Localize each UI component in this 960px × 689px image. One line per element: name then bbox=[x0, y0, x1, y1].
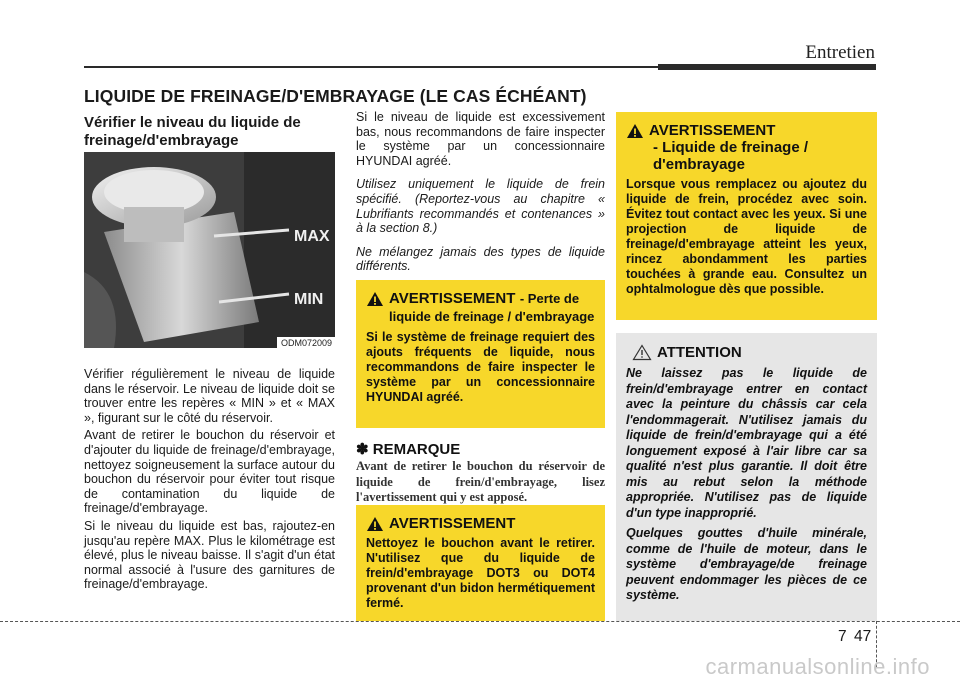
attention-paragraph: Quelques gouttes d'huile minérale, comme de l'huile de moteur, dans le système d'embrayage/de freinage peuvent endommager les pièces de ce système. bbox=[626, 526, 867, 602]
attention-title: ATTENTION bbox=[657, 343, 742, 361]
warning-box-fluid-loss bbox=[356, 280, 605, 428]
check-level-text bbox=[84, 367, 335, 595]
warning-triangle-icon bbox=[366, 516, 384, 532]
page-title: LIQUIDE DE FREINAGE/D'EMBRAYAGE (LE CAS ÉCHÉANT) bbox=[84, 86, 587, 106]
warning-title: AVERTISSEMENT bbox=[649, 122, 776, 139]
paragraph: Si le niveau du liquide est bas, rajoutez-en jusqu'au repère MAX. Plus le kilométrage est élevé, plus le niveau baisse. Il s'agit d'un état normal associé à l'usure des garnitures de freinage/d'embrayage. bbox=[84, 518, 335, 592]
reservoir-photo bbox=[84, 152, 335, 348]
paragraph: Si le niveau de liquide est excessivement bas, nous recommandons de faire inspecter le système par un concessionnaire HYUNDAI agréé. bbox=[356, 110, 605, 168]
min-label: MIN bbox=[294, 291, 324, 308]
warning-triangle-icon bbox=[626, 123, 644, 139]
header-rule-thick bbox=[658, 64, 876, 70]
section-label: Entretien bbox=[805, 42, 875, 63]
remark-body: Avant de retirer le bouchon du réservoir de liquide de frein/d'embrayage, lisez l'avertissement qui y est apposé. bbox=[356, 459, 605, 504]
paragraph: Avant de retirer le bouchon du réservoir et d'ajouter du liquide de freinage/d'embrayage, nettoyez soigneusement la surface autour du bouchon du réservoir pour éviter tout risque de contamination du liquide de freinage/d'embrayage. bbox=[84, 428, 335, 516]
warning-body: Lorsque vous remplacez ou ajoutez du liquide de frein, procédez avec soin. Évitez tout contact avec les yeux. Si une projection de liquide de freinage/d'embrayage atteint les yeux, rincez abondamment les parties touchées à grande eau. Consultez un ophtalmologue dès que possible. bbox=[626, 177, 867, 296]
warning-box-eye-contact bbox=[616, 112, 877, 320]
attention-paragraph: Ne laissez pas le liquide de frein/d'embrayage entrer en contact avec la peinture du châssis car cela l'endommagerait. N'utilisez jamais du liquide de frein/d'embrayage qui a été longuement exposé à l'air libre car sa qualité n'est plus garantie. Il doit être mis au rebut selon la méthode appropriée. N'utilisez pas de liquide d'un type inapproprié. bbox=[626, 366, 867, 520]
italic-note: Utilisez uniquement le liquide de frein spécifié. (Reportez-vous au chapitre « Lubrifiants recommandés et contenances » à la section 8.) bbox=[356, 177, 605, 236]
watermark: carmanualsonline.info bbox=[705, 654, 930, 679]
attention-box bbox=[616, 333, 877, 621]
header-rule bbox=[84, 66, 658, 68]
warning-subtitle: - Liquide de freinage / d'embrayage bbox=[653, 139, 809, 173]
remark-title: ✽ REMARQUE bbox=[356, 441, 461, 458]
reservoir-illustration bbox=[84, 152, 335, 348]
footer-divider bbox=[0, 621, 960, 622]
paragraph: Vérifier régulièrement le niveau de liquide dans le réservoir. Le niveau de liquide doit se trouver entre les repères « MIN » et « MAX », figurant sur le côté du réservoir. bbox=[84, 367, 335, 425]
page-number: 47 bbox=[854, 628, 872, 645]
warning-body: Si le système de freinage requiert des ajouts fréquents de liquide, nous recommandons de faire inspecter le système par un concessionnaire HYUNDAI agréé. bbox=[366, 330, 595, 404]
warning-title: AVERTISSEMENT bbox=[389, 290, 516, 307]
warning-title: AVERTISSEMENT bbox=[389, 515, 516, 532]
warning-box-cap bbox=[356, 505, 605, 621]
photo-code: ODM072009 bbox=[277, 337, 335, 348]
column-2-text bbox=[356, 110, 605, 283]
max-label: MAX bbox=[294, 228, 330, 245]
warning-body: Nettoyez le bouchon avant le retirer. N'utilisez que du liquide de frein/d'embrayage DOT3 ou DOT4 provenant d'un bidon hermétiquement fermé. bbox=[366, 536, 595, 610]
check-level-heading: Vérifier le niveau du liquide de freinage/d'embrayage bbox=[84, 114, 301, 149]
caution-triangle-icon bbox=[632, 344, 652, 361]
italic-note: Ne mélangez jamais des types de liquide différents. bbox=[356, 244, 605, 274]
warning-triangle-icon bbox=[366, 291, 384, 307]
attention-body bbox=[626, 366, 867, 604]
warning-subtitle: - Perte de liquide de freinage / d'embrayage bbox=[389, 291, 595, 324]
chapter-number: 7 bbox=[838, 628, 847, 645]
